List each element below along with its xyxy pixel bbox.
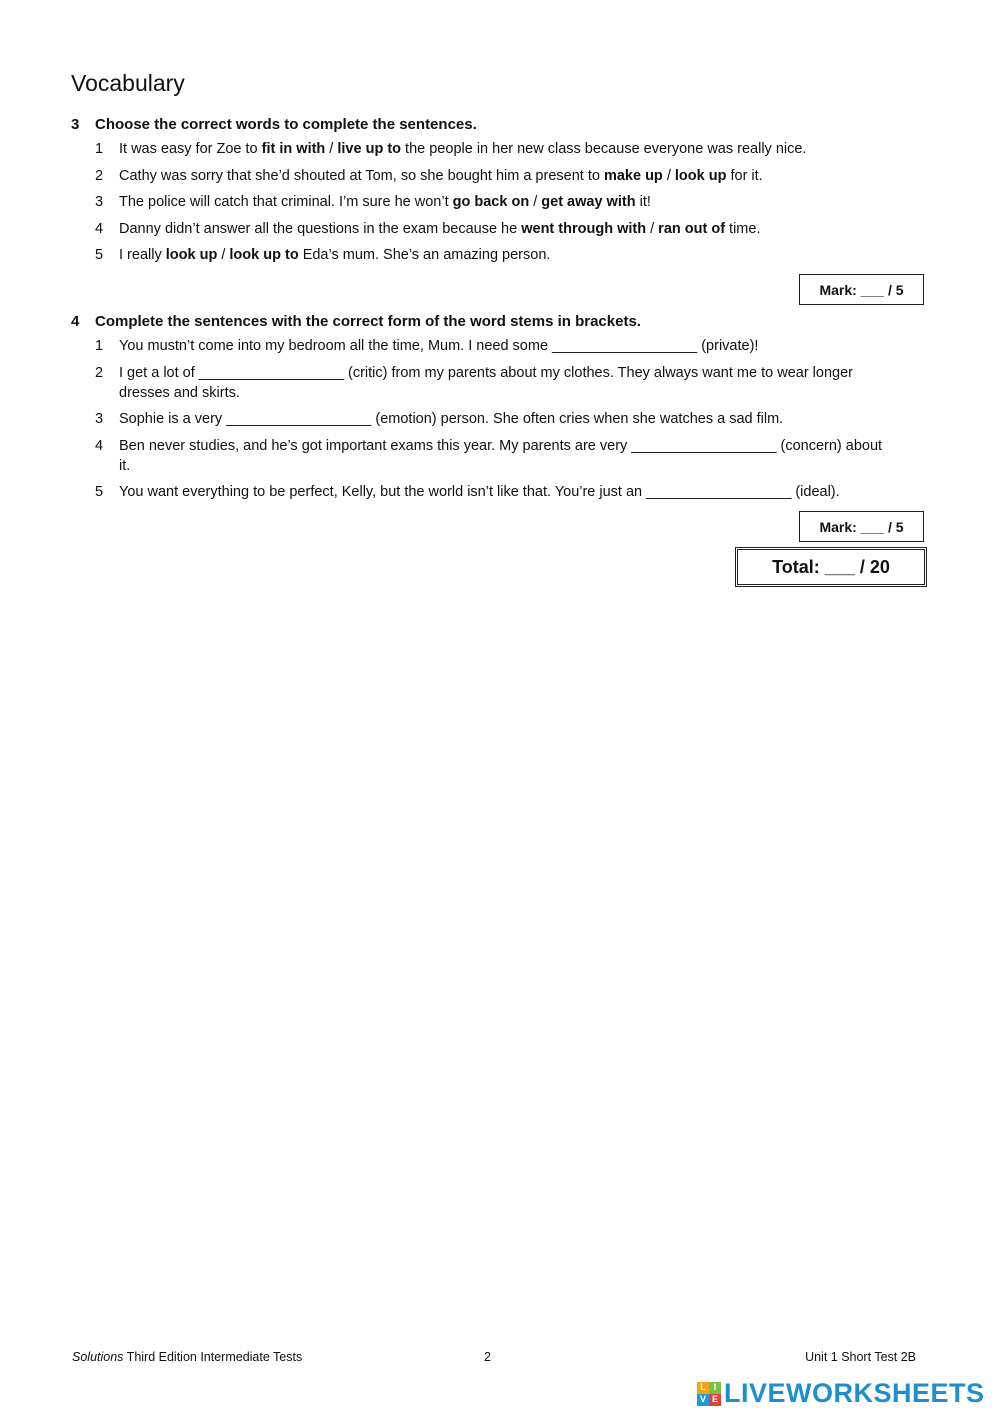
footer-unit-label: Unit 1 Short Test 2B [805, 1350, 916, 1364]
exercise-3 [71, 116, 931, 272]
sentence-text: Eda’s mum. She’s an amazing person. [298, 247, 551, 263]
item-text [119, 409, 931, 429]
footer-page-number: 2 [484, 1350, 491, 1364]
sentence-text: / [325, 141, 338, 157]
sentence-text: Danny didn’t answer all the questions in the exam because he [119, 220, 522, 237]
item-number: 1 [95, 141, 104, 157]
exercise-item [71, 363, 931, 403]
sentence-text: The police will catch that criminal. I’m sure he won’t [119, 194, 453, 210]
option-word[interactable]: get away with [541, 194, 636, 210]
exercise-item [71, 245, 931, 265]
sentence-text: You want everything to be perfect, Kelly, but the world isn’t like that. You’re just an __________________ (ideal). [119, 484, 840, 500]
exercise-item [71, 192, 931, 212]
item-number: 5 [95, 484, 104, 500]
liveworksheets-logo[interactable] [697, 1378, 985, 1409]
liveworksheets-logo-text: LIVEWORKSHEETS [724, 1378, 985, 1408]
sentence-text: / [217, 247, 230, 263]
sentence-text: for it. [726, 167, 763, 184]
exercise-item [71, 409, 931, 429]
option-word[interactable]: look up [674, 167, 727, 184]
exercise-number: 3 [71, 116, 80, 133]
sentence-text: You mustn’t come into my bedroom all the time, Mum. I need some __________________ (private)! [119, 338, 759, 354]
item-text [119, 139, 931, 159]
exercise-number: 4 [71, 313, 80, 330]
option-word[interactable]: fit in with [261, 141, 326, 157]
exercise-4 [71, 313, 931, 509]
exercise-4-instruction [71, 313, 931, 330]
sentence-text: / [529, 194, 542, 210]
item-text [119, 219, 931, 239]
logo-icon-letter: E [709, 1394, 721, 1406]
exercise-item [71, 139, 931, 159]
item-number: 3 [95, 411, 104, 427]
option-word[interactable]: went through with [521, 220, 647, 237]
sentence-text: It was easy for Zoe to [119, 141, 262, 157]
item-number: 4 [95, 220, 104, 237]
item-text [119, 166, 931, 186]
item-number: 2 [95, 167, 104, 184]
sentence-text: / [662, 167, 675, 184]
instruction-text: Choose the correct words to complete the sentences. [95, 116, 477, 133]
exercise-item [71, 166, 931, 186]
logo-icon-letter: V [697, 1394, 709, 1406]
liveworksheets-logo-icon [697, 1382, 721, 1406]
item-number: 3 [95, 194, 104, 210]
exercise-item [71, 336, 931, 356]
item-text [119, 245, 931, 265]
mark-box-exercise-4: Mark: ___ / 5 [799, 511, 924, 542]
footer-book-title-rest: Third Edition Intermediate Tests [123, 1350, 303, 1364]
sentence-text: the people in her new class because everyone was really nice. [401, 141, 807, 157]
item-text [119, 436, 931, 476]
logo-icon-letter: I [709, 1382, 721, 1394]
sentence-text: I get a lot of __________________ (critic) from my parents about my clothes. They always want me to wear longer dresses and skirts. [119, 364, 853, 401]
logo-icon-letter: L [697, 1382, 709, 1394]
item-text [119, 192, 931, 212]
item-number: 1 [95, 338, 104, 354]
option-word[interactable]: make up [603, 167, 663, 184]
option-word[interactable]: ran out of [658, 220, 726, 237]
footer-book-title-italic: Solutions [72, 1350, 124, 1364]
exercise-3-instruction [71, 116, 931, 133]
mark-box-exercise-3: Mark: ___ / 5 [799, 274, 924, 305]
exercise-item [71, 482, 931, 502]
sentence-text: Sophie is a very __________________ (emotion) person. She often cries when she watches a sad film. [119, 411, 784, 427]
instruction-text: Complete the sentences with the correct form of the word stems in brackets. [95, 313, 641, 330]
exercise-4-items [71, 336, 931, 502]
option-word[interactable]: look up [165, 247, 218, 263]
option-word[interactable]: live up to [337, 141, 402, 157]
option-word[interactable]: go back on [452, 194, 530, 210]
footer-book-title [72, 1350, 302, 1364]
item-text [119, 482, 931, 502]
item-text [119, 363, 931, 403]
sentence-text: I really [119, 247, 166, 263]
sentence-text: / [646, 220, 659, 237]
exercise-3-items [71, 139, 931, 265]
exercise-item [71, 436, 931, 476]
page-title: Vocabulary [71, 70, 185, 96]
option-word[interactable]: look up to [229, 247, 299, 263]
sentence-text: time. [725, 220, 761, 237]
sentence-text: it! [635, 194, 651, 210]
item-number: 2 [95, 364, 104, 381]
item-text [119, 336, 931, 356]
item-number: 4 [95, 437, 104, 454]
exercise-item [71, 219, 931, 239]
sentence-text: Ben never studies, and he’s got important exams this year. My parents are very __________________ (concern) about it. [119, 437, 883, 474]
item-number: 5 [95, 247, 104, 263]
total-box: Total: ___ / 20 [735, 547, 927, 587]
sentence-text: Cathy was sorry that she’d shouted at Tom, so she bought him a present to [119, 167, 604, 184]
